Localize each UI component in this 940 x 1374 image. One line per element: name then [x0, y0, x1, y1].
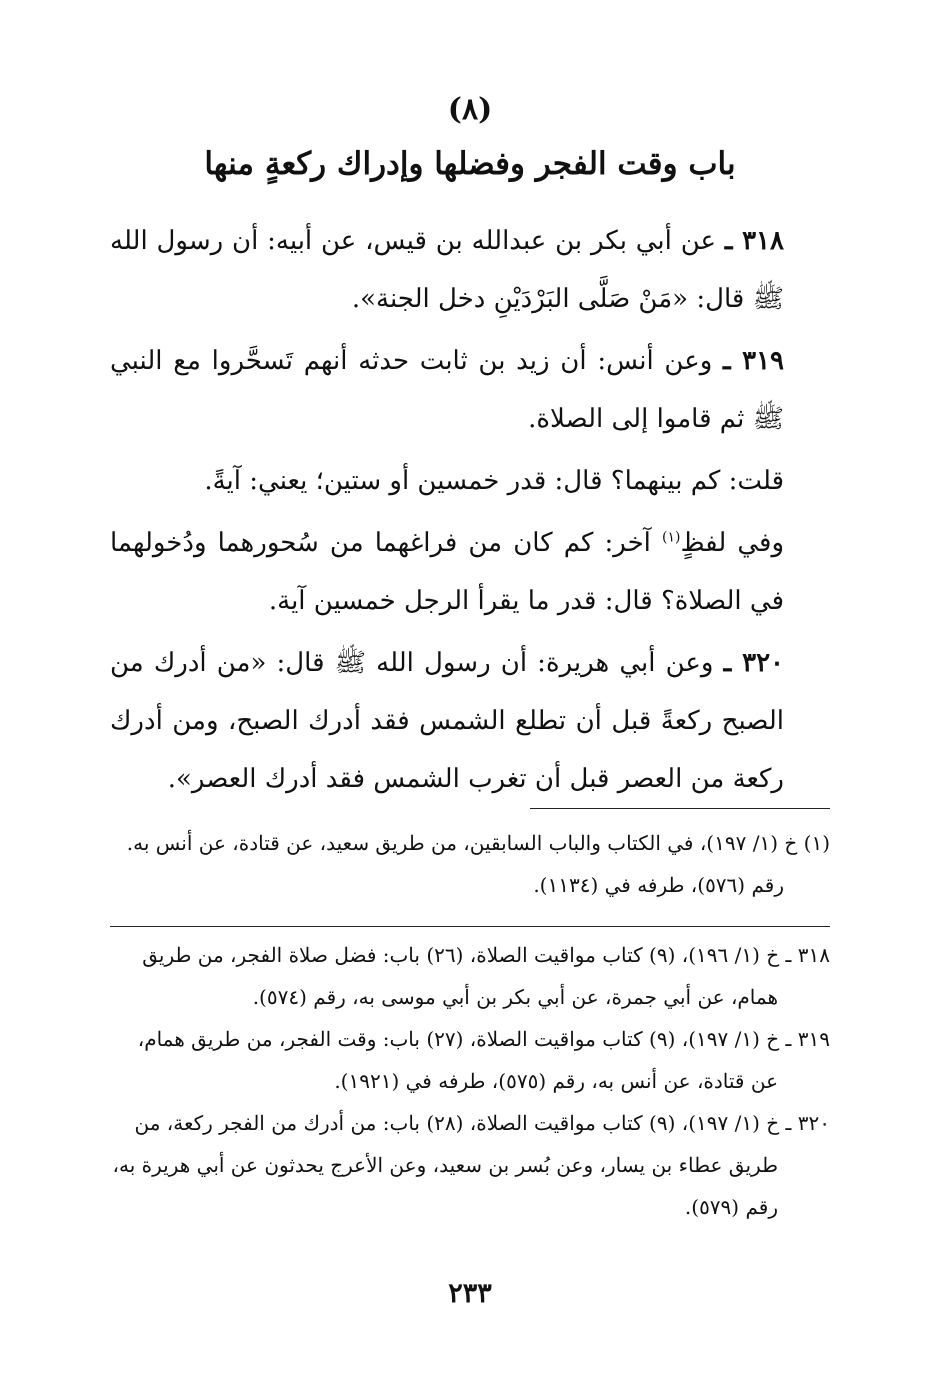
source-320: ٣٢٠ ـ خ (١/ ١٩٧)، (٩) كتاب مواقيت الصلاة، (٢٨) باب: من أدرك من الفجر ركعة، من طريق عطاء بن يسار، وعن بُسر بن سعيد، وعن الأعرج يحدثون عن أبي هريرة به، رقم (٥٧٩). [112, 1111, 830, 1219]
hadith-319-question: قلت: كم بينهما؟ قال: قدر خمسين أو ستين؛ يعني: آيةً. [204, 466, 784, 496]
chapter-title: باب وقت الفجر وفضلها وإدراك ركعةٍ منها [204, 146, 736, 182]
hadith-number: ٣١٨ ـ [724, 226, 784, 256]
source-318: ٣١٨ ـ خ (١/ ١٩٦)، (٩) كتاب مواقيت الصلاة، (٢٦) باب: فضل صلاة الفجر، من طريق همام، عن أبي جمرة، عن أبي بكر بن أبي موسى به، رقم (٥٧٤). [142, 943, 830, 1009]
source-319: ٣١٩ ـ خ (١/ ١٩٧)، (٩) كتاب مواقيت الصلاة، (٢٧) باب: وقت الفجر، من طريق همام، عن قتادة، عن أنس به، رقم (٥٧٥)، طرفه في (١٩٢١). [137, 1027, 830, 1093]
hadith-text: وعن أنس: أن زيد بن ثابت حدثه أنهم تَسحَّروا مع النبي ﷺ ثم قاموا إلى الصلاة. [110, 346, 784, 434]
sources-divider [110, 926, 830, 927]
hadith-text: عن أبي بكر بن عبدالله بن قيس، عن أبيه: أن رسول الله ﷺ قال: «مَنْ صَلَّى البَرْدَيْنِ دخل الجنة». [110, 226, 784, 314]
footnote-divider [530, 808, 830, 809]
hadith-319 [110, 332, 830, 448]
hadith-number: ٣١٩ ـ [723, 346, 785, 376]
footnote-1: (١) خ (١/ ١٩٧)، في الكتاب والباب السابقين، من طريق سعيد، عن قتادة، عن أنس به. رقم (٥٧٦)، طرفه في (١١٣٤). [126, 831, 830, 897]
footnotes [110, 822, 830, 906]
chapter-number: (٨) [447, 92, 493, 127]
page-number: ٢٣٣ [448, 1278, 492, 1309]
alt-wording-start: وفي لفظٍ [680, 528, 784, 558]
footnote-ref-1: (١) [662, 529, 681, 546]
hadith-number: ٣٢٠ ـ [723, 648, 785, 678]
hadith-319-alt-wording [110, 514, 830, 630]
hadith-320 [110, 634, 830, 808]
source-notes [110, 934, 830, 1228]
main-text [110, 212, 830, 812]
hadith-318 [110, 212, 830, 328]
hadith-text: وعن أبي هريرة: أن رسول الله ﷺ قال: «من أدرك من الصبح ركعةً قبل أن تطلع الشمس فقد أدرك الصبح، ومن أدرك ركعة من العصر قبل أن تغرب الشمس فقد أدرك العصر». [110, 648, 784, 794]
alt-wording-rest: آخر: كم كان من فراغهما من سُحورهما ودُخولهما في الصلاة؟ قال: قدر ما يقرأ الرجل خمسين آية. [110, 528, 784, 616]
